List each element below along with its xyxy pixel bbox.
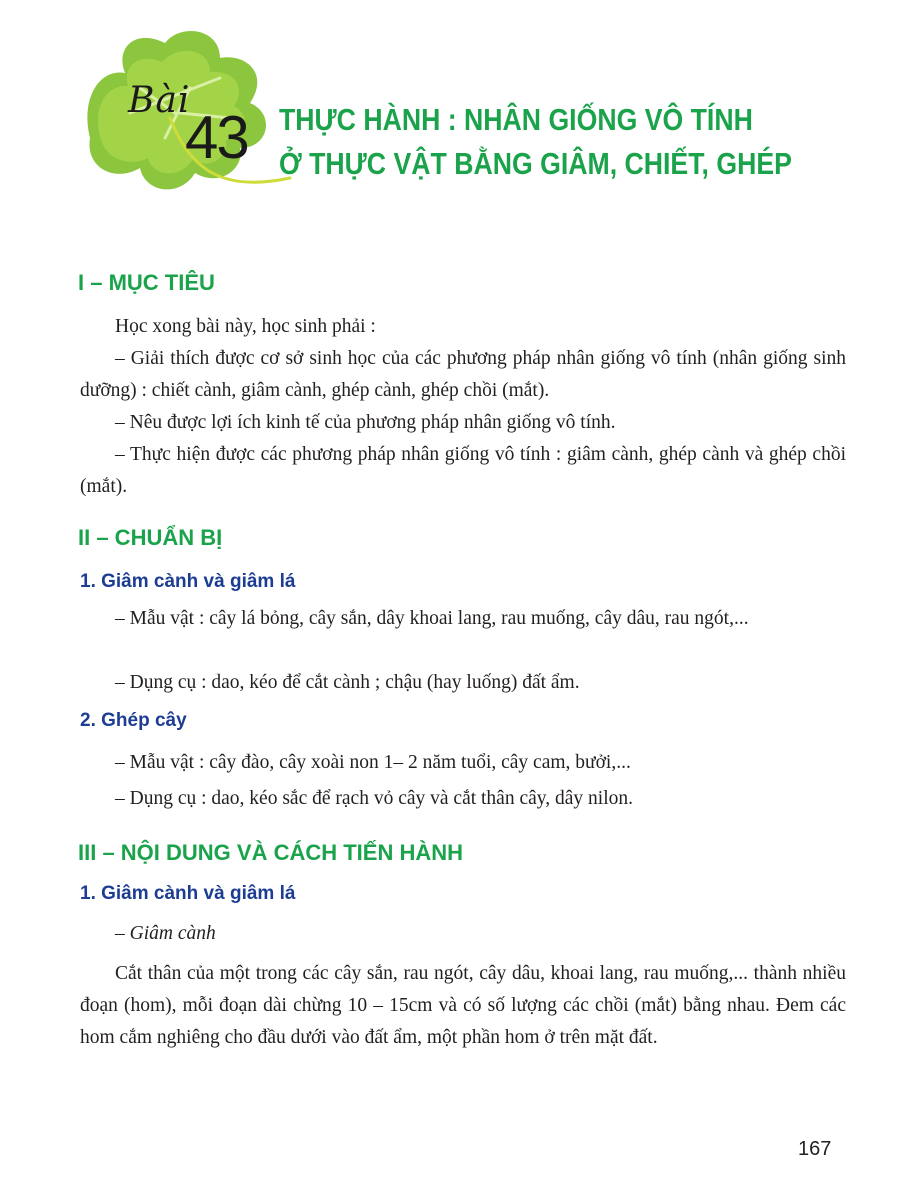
paragraph: – Giải thích được cơ sở sinh học của các phương pháp nhân giống vô tính (nhân giống sinh dưỡng) : chiết cành, giâm cành, ghép cành, ghép chồi (mắt). bbox=[80, 348, 846, 401]
sub-heading-cuttings: 1. Giâm cành và giâm lá bbox=[80, 883, 296, 904]
lesson-title-line-1: THỰC HÀNH : NHÂN GIỐNG VÔ TÍNH bbox=[279, 102, 753, 137]
sub-heading-grafting: 2. Ghép cây bbox=[80, 710, 187, 731]
italic-subtitle: – Giâm cành bbox=[115, 923, 216, 944]
page-number: 167 bbox=[798, 1138, 832, 1160]
paragraph: Cắt thân của một trong các cây sắn, rau ngót, cây dâu, khoai lang, rau muống,... thành nhiều đoạn (hom), mỗi đoạn dài chừng 10 – 15cm và có số lượng các chồi (mắt) bằng nhau. Đem các hom cắm nghiêng cho đầu dưới vào đất ẩm, một phần hom ở trên mặt đất. bbox=[80, 963, 846, 1048]
section-heading-objectives: I – MỤC TIÊU bbox=[78, 270, 215, 295]
section-heading-preparation: II – CHUẨN BỊ bbox=[78, 525, 223, 550]
lesson-title-line-2: Ở THỰC VẬT BẰNG GIÂM, CHIẾT, GHÉP bbox=[279, 146, 792, 181]
lesson-number: 43 bbox=[185, 104, 248, 171]
lesson-header bbox=[0, 0, 919, 240]
paragraph: Học xong bài này, học sinh phải : bbox=[115, 316, 376, 337]
section-heading-procedure: III – NỘI DUNG VÀ CÁCH TIẾN HÀNH bbox=[78, 840, 464, 865]
sub-heading-cuttings: 1. Giâm cành và giâm lá bbox=[80, 571, 296, 592]
paragraph: – Dụng cụ : dao, kéo sắc để rạch vỏ cây và cắt thân cây, dây nilon. bbox=[115, 788, 633, 809]
paragraph: – Nêu được lợi ích kinh tế của phương pháp nhân giống vô tính. bbox=[115, 412, 616, 433]
paragraph: – Mẫu vật : cây đào, cây xoài non 1– 2 năm tuổi, cây cam, bưởi,... bbox=[115, 752, 631, 773]
lesson-title bbox=[279, 98, 792, 186]
paragraph: – Thực hiện được các phương pháp nhân giống vô tính : giâm cành, ghép cành và ghép chồi (mắt). bbox=[80, 444, 846, 497]
lesson-label: Bài bbox=[128, 80, 191, 121]
paragraph: – Mẫu vật : cây lá bỏng, cây sắn, dây khoai lang, rau muống, cây dâu, rau ngót,... bbox=[115, 608, 749, 629]
paragraph: – Dụng cụ : dao, kéo để cắt cành ; chậu (hay luống) đất ẩm. bbox=[115, 672, 580, 693]
